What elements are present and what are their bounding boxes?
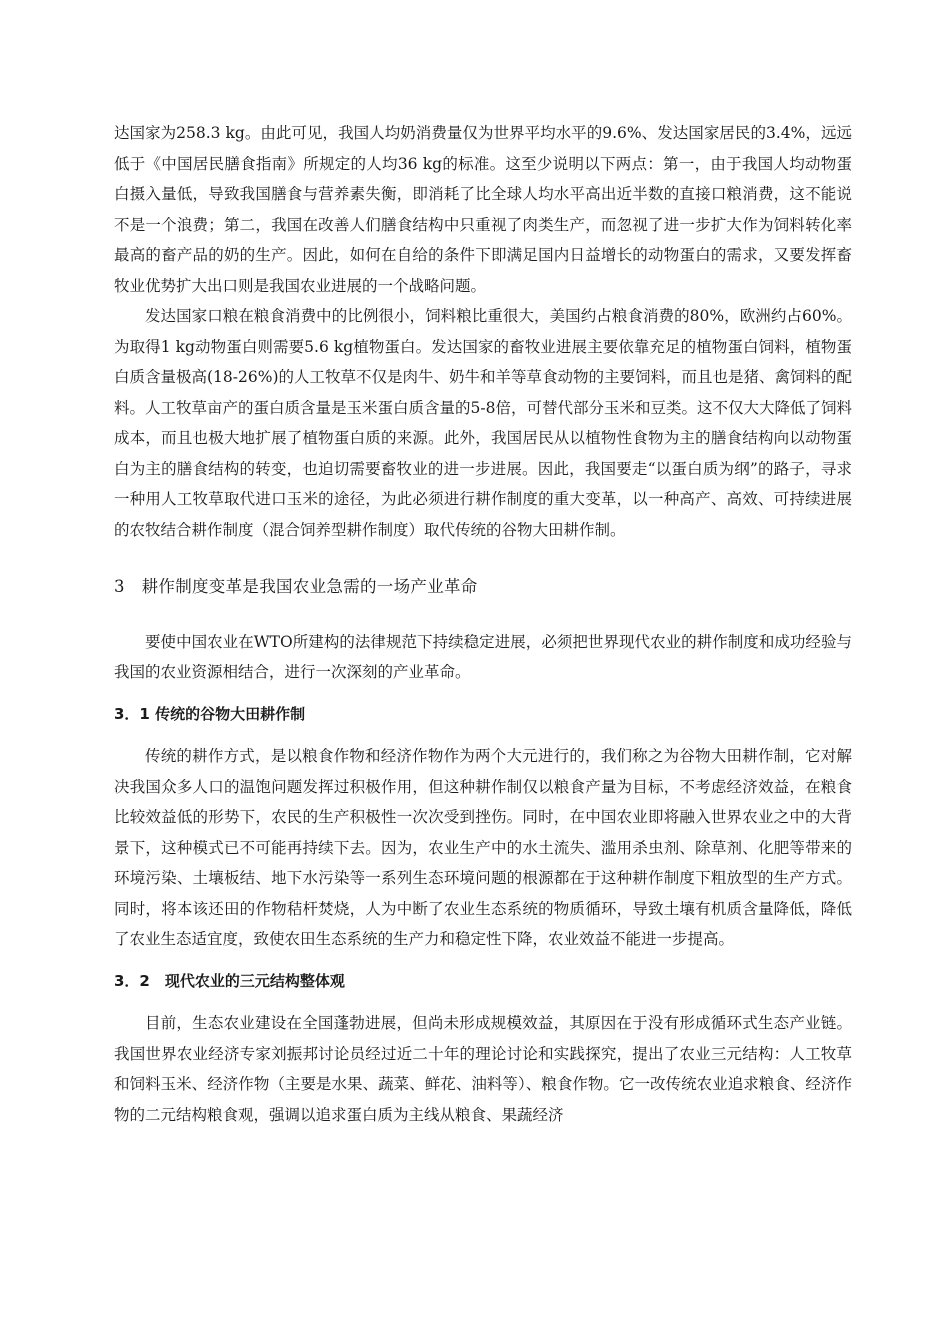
paragraph-traditional-farming: 传统的耕作方式，是以粮食作物和经济作物作为两个大元进行的，我们称之为谷物大田耕作制，它对解决我国众多人口的温饱问题发挥过积极作用，但这种耕作制仅以粮食产量为目标，不考虑经济效益，在粮食比较效益低的形势下，农民的生产积极性一次次受到挫伤。同时，在中国农业即将融入世界农业之中的大背景下，这种模式已不可能再持续下去。因为，农业生产中的水土流失、滥用杀虫剂、除草剂、化肥等带来的环境污染、土壤板结、地下水污染等一系列生态环境问题的根源都在于这种耕作制度下粗放型的生产方式。同时，将本该还田的作物秸杆焚烧，人为中断了农业生态系统的物质循环，导致土壤有机质含量降低，降低了农业生态适宜度，致使农田生态系统的生产力和稳定性下降，农业效益不能进一步提高。: [114, 747, 852, 948]
paragraph-feed-grain: 发达国家口粮在粮食消费中的比例很小，饲料粮比重很大，美国约占粮食消费的80%，欧洲约占60%。为取得1 kg动物蛋白则需要5.6 kg植物蛋白。发达国家的畜牧业进展主要依靠充足的植物蛋白饲料，植物蛋白质含量极高(18-26%)的人工牧草不仅是肉牛、奶牛和羊等草食动物的主要饲料，而且也是猪、禽饲料的配料。人工牧草亩产的蛋白质含量是玉米蛋白质含量的5-8倍，可替代部分玉米和豆类。这不仅大大降低了饲料成本，而且也极大地扩展了植物蛋白质的来源。此外，我国居民从以植物性食物为主的膳食结构向以动物蛋白为主的膳食结构的转变，也迫切需要畜牧业的进一步进展。因此，我国要走“以蛋白质为纲”的路子，寻求一种用人工牧草取代进口玉米的途径，为此必须进行耕作制度的重大变革，以一种高产、高效、可持续进展的农牧结合耕作制度（混合饲养型耕作制度）取代传统的谷物大田耕作制。: [114, 307, 853, 539]
paragraph-dairy-consumption: 达国家为258.3 kg。由此可见，我国人均奶消费量仅为世界平均水平的9.6%、发达国家居民的3.4%，远远低于《中国居民膳食指南》所规定的人均36 kg的标准。这至少说明以下两点：第一，由于我国人均动物蛋白摄入量低，导致我国膳食与营养素失衡，即消耗了比全球人均水平高出近半数的直接口粮消费，这不能说不是一个浪费；第二，我国在改善人们膳食结构中只重视了肉类生产，而忽视了进一步扩大作为饲料转化率最高的畜产品的奶的生产。因此，如何在自给的条件下即满足国内日益增长的动物蛋白的需求，又要发挥畜牧业优势扩大出口则是我国农业进展的一个战略问题。: [114, 124, 852, 295]
subsection-heading-3-2: 3．2 现代农业的三元结构整体观: [114, 971, 345, 990]
section-heading-3: 3 耕作制度变革是我国农业急需的一场产业革命: [114, 577, 478, 596]
subsection-heading-3-1: 3．1 传统的谷物大田耕作制: [114, 704, 306, 723]
paragraph-ternary-structure: 目前，生态农业建设在全国蓬勃进展，但尚未形成规模效益，其原因在于没有形成循环式生态产业链。我国世界农业经济专家刘振邦讨论员经过近二十年的理论讨论和实践探究，提出了农业三元结构：人工牧草和饲料玉米、经济作物（主要是水果、蔬菜、鲜花、油料等）、粮食作物。它一改传统农业追求粮食、经济作物的二元结构粮食观，强调以追求蛋白质为主线从粮食、果蔬经济: [114, 1014, 852, 1124]
document-page: [114, 118, 852, 1130]
paragraph-section3-intro: 要使中国农业在WTO所建构的法律规范下持续稳定进展，必须把世界现代农业的耕作制度和成功经验与我国的农业资源相结合，进行一次深刻的产业革命。: [114, 632, 852, 681]
